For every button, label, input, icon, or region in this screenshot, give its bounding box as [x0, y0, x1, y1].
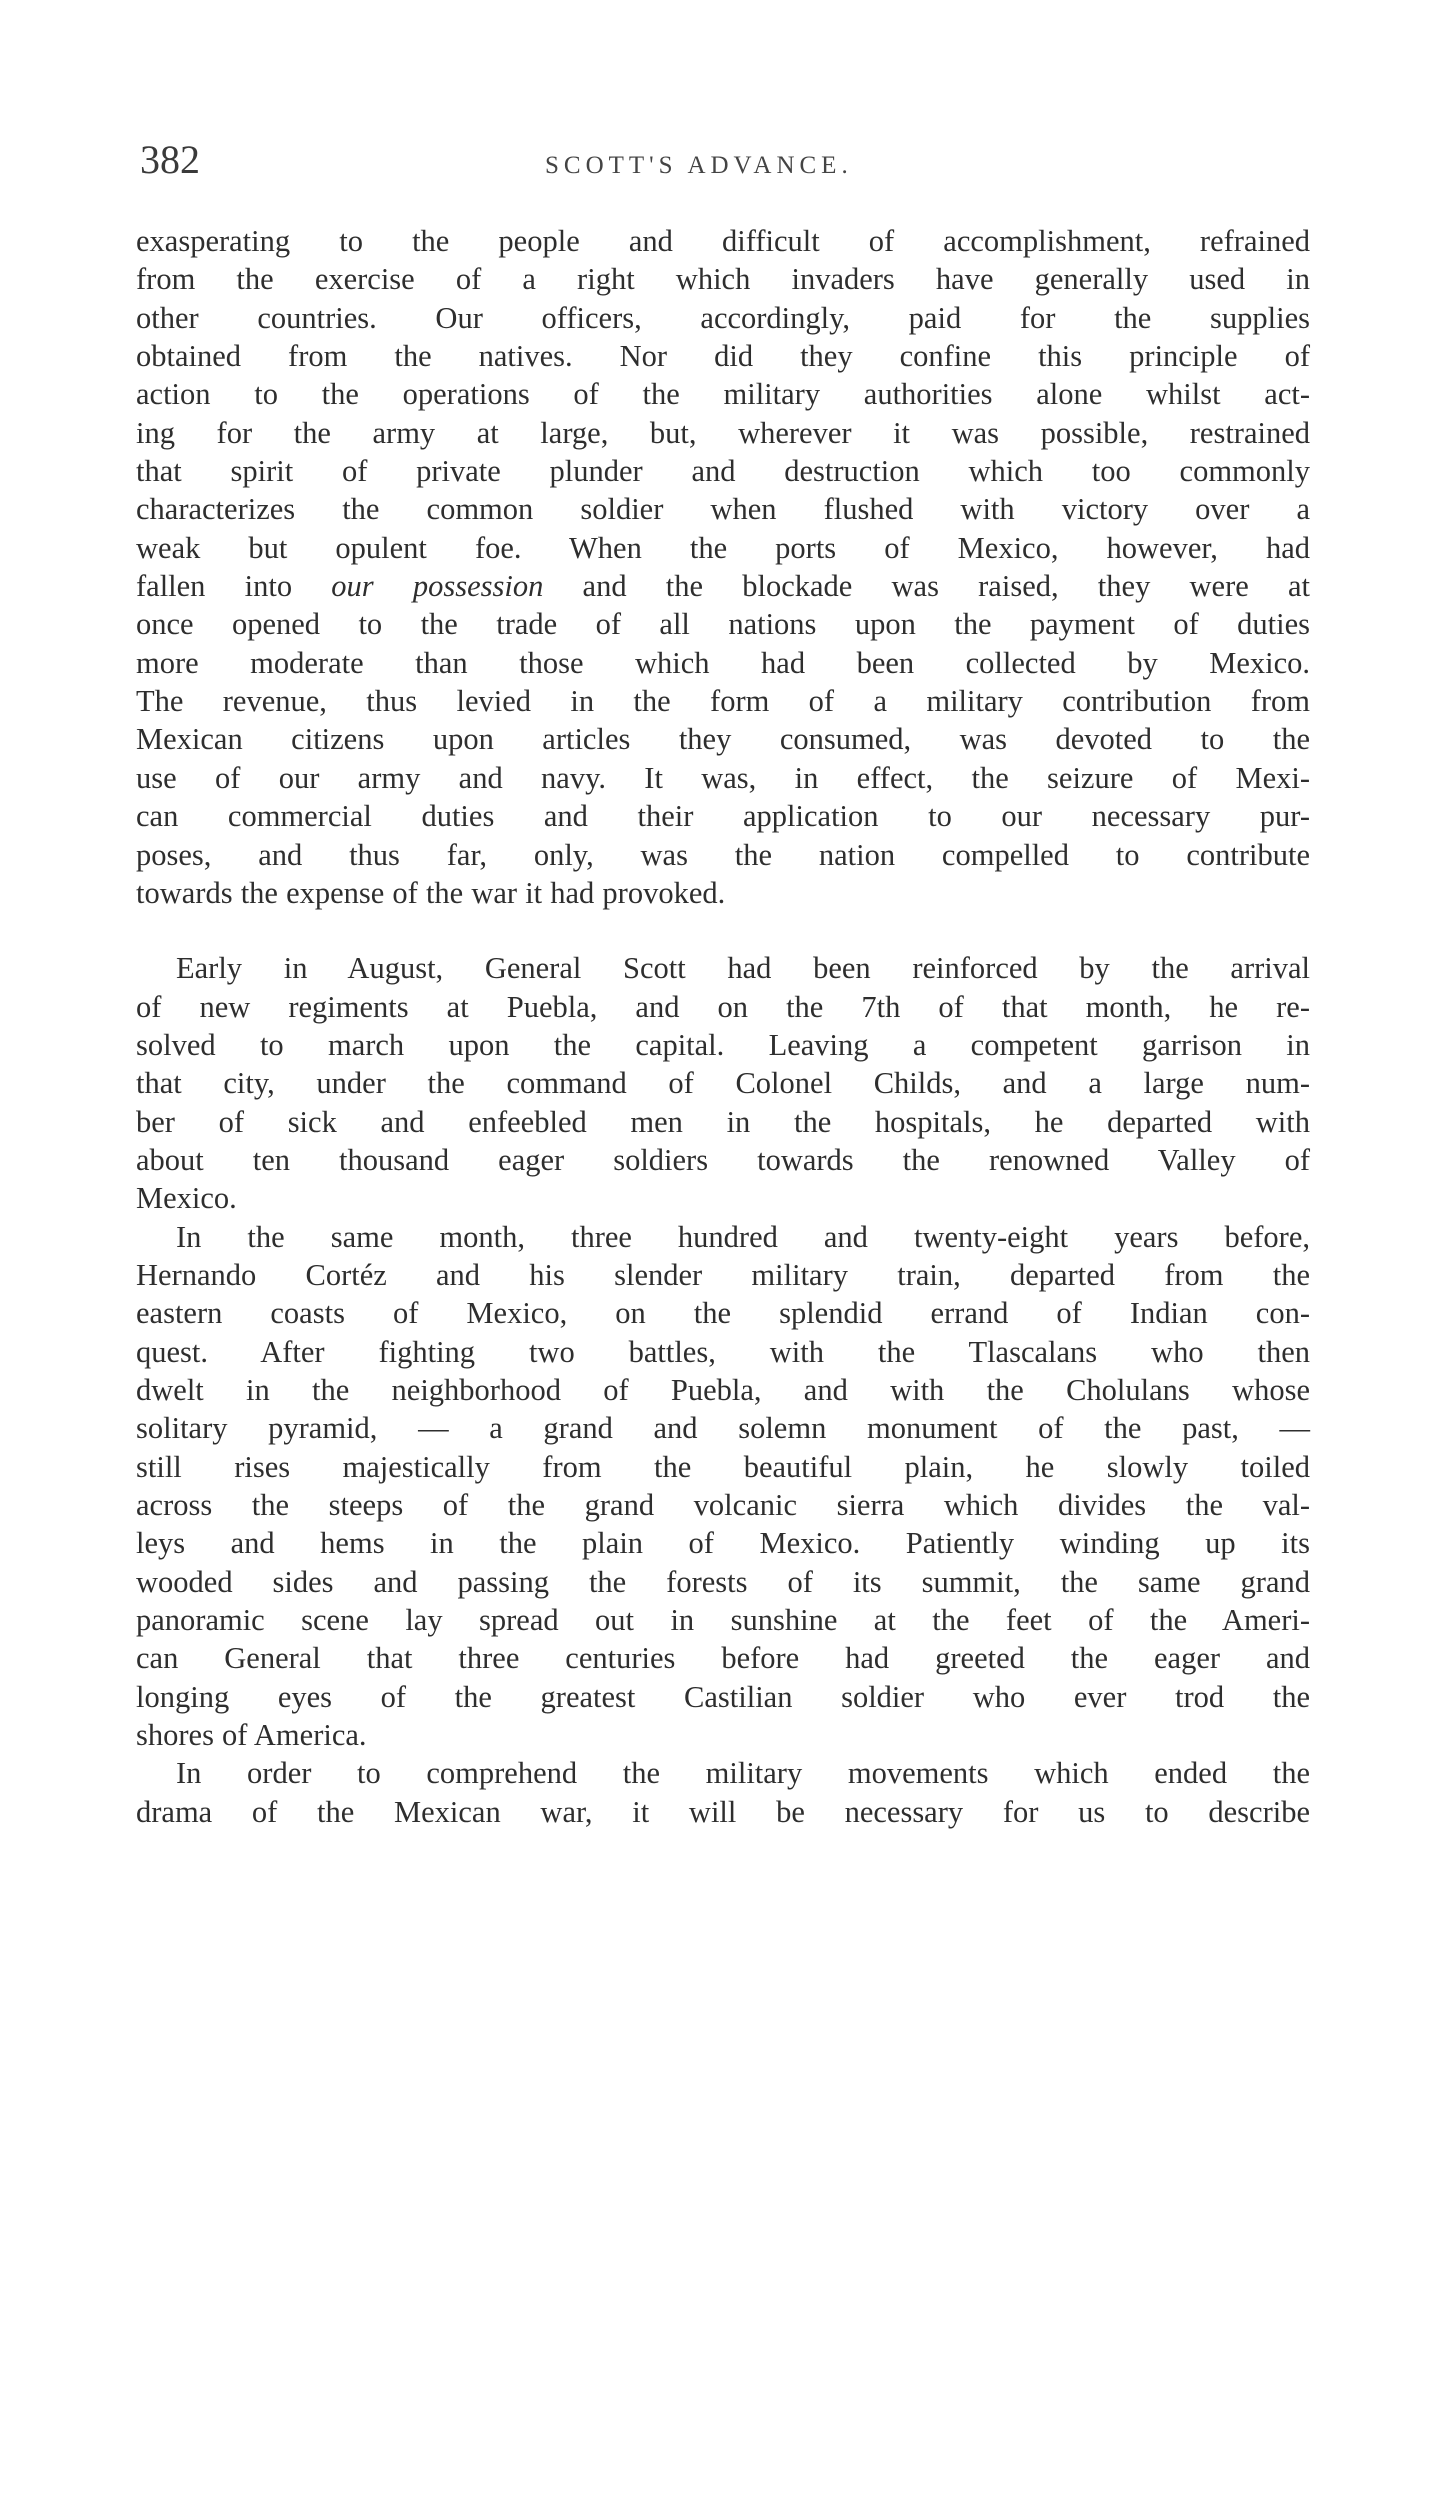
paragraph-gap [136, 912, 1310, 949]
text-line: about ten thousand eager soldiers towards the renowned Valley of [136, 1142, 1310, 1177]
text-line: characterizes the common soldier when flushed with victory over a [136, 492, 1310, 527]
text-line: obtained from the natives. Nor did they confine this principle of [136, 339, 1310, 374]
page-number: 382 [140, 137, 200, 182]
text-line: use of our army and navy. It was, in effect, the seizure of Mexi- [136, 760, 1310, 795]
paragraph-3 [136, 1218, 1310, 1755]
text-line: of new regiments at Puebla, and on the 7th of that month, he re- [136, 989, 1310, 1024]
text-line: wooded sides and passing the forests of its summit, the same grand [136, 1564, 1310, 1599]
text-line: can commercial duties and their application to our necessary pur- [136, 799, 1310, 834]
text-line: poses, and thus far, only, was the nation compelled to contribute [136, 837, 1310, 872]
text-line: eastern coasts of Mexico, on the splendid errand of Indian con- [136, 1296, 1310, 1331]
text-line: shores of America. [136, 1718, 367, 1753]
text-line: leys and hems in the plain of Mexico. Patiently winding up its [136, 1526, 1310, 1561]
text-line: exasperating to the people and difficult of accomplishment, refrained [136, 224, 1310, 258]
text-line: solitary pyramid, — a grand and solemn monument of the past, — [136, 1411, 1310, 1446]
text-line: panoramic scene lay spread out in sunshine at the feet of the Ameri- [136, 1603, 1310, 1638]
text-line: across the steeps of the grand volcanic sierra which divides the val- [136, 1488, 1310, 1522]
text-line: The revenue, thus levied in the form of a military contribution from [136, 684, 1310, 719]
italic-phrase: our possession [331, 569, 544, 604]
text-line: weak but opulent foe. When the ports of Mexico, however, had [136, 530, 1310, 565]
text-line: Mexico. [136, 1181, 237, 1216]
text-line: action to the operations of the military authorities alone whilst act- [136, 377, 1310, 412]
text-line: still rises majestically from the beautiful plain, he slowly toiled [136, 1449, 1310, 1484]
text-line: solved to march upon the capital. Leaving a competent garrison in [136, 1027, 1310, 1062]
paragraph-1 [136, 222, 1310, 912]
text-line: Early in August, General Scott had been reinforced by the arrival [176, 951, 1310, 986]
text-line-with-italic: fallen into our possession and the blockade was raised, they were at [136, 569, 1310, 604]
text-line: can General that three centuries before had greeted the eager and [136, 1641, 1310, 1676]
text-line: longing eyes of the greatest Castilian soldier who ever trod the [136, 1679, 1310, 1714]
text-line: more moderate than those which had been collected by Mexico. [136, 645, 1310, 680]
body-text [136, 222, 1310, 1831]
text-line: quest. After fighting two battles, with the Tlascalans who then [136, 1334, 1310, 1369]
text-line: ing for the army at large, but, wherever it was possible, restrained [136, 415, 1310, 450]
running-head: SCOTT'S ADVANCE. [545, 152, 853, 179]
text-line: drama of the Mexican war, it will be necessary for us to describe [136, 1794, 1310, 1829]
text-line: In the same month, three hundred and twenty-eight years before, [176, 1219, 1310, 1254]
text-line: once opened to the trade of all nations upon the payment of duties [136, 607, 1310, 642]
text-line: Mexican citizens upon articles they consumed, was devoted to the [136, 722, 1310, 757]
text-line: from the exercise of a right which invaders have generally used in [136, 262, 1310, 297]
text-line: other countries. Our officers, accordingly, paid for the supplies [136, 300, 1310, 335]
text-line: that city, under the command of Colonel Childs, and a large num- [136, 1066, 1310, 1101]
text-line: that spirit of private plunder and destruction which too commonly [136, 454, 1310, 489]
paragraph-2 [136, 949, 1310, 1217]
text-line: towards the expense of the war it had provoked. [136, 875, 726, 910]
text-line: dwelt in the neighborhood of Puebla, and with the Cholulans whose [136, 1372, 1310, 1407]
paragraph-4 [136, 1754, 1310, 1831]
text-line: In order to comprehend the military movements which ended the [176, 1756, 1310, 1791]
text-line: Hernando Cortéz and his slender military train, departed from the [136, 1257, 1310, 1292]
text-line: ber of sick and enfeebled men in the hospitals, he departed with [136, 1104, 1310, 1139]
